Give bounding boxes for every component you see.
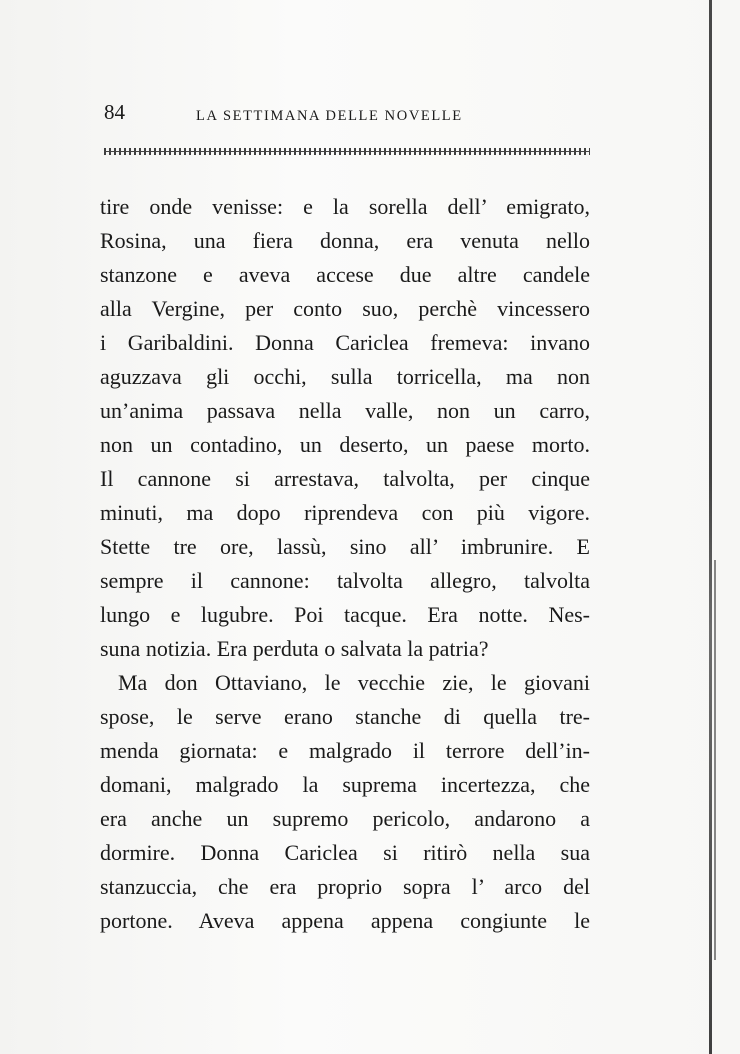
- decorative-rule: [104, 148, 590, 155]
- text-line: Rosina, una fiera donna, era venuta nello: [100, 228, 590, 253]
- page-edge-shadow: [709, 0, 712, 1054]
- text-line: non un contadino, un deserto, un paese morto.: [100, 432, 590, 457]
- text-line: Il cannone si arrestava, talvolta, per cinque: [100, 466, 590, 491]
- page-header: [104, 100, 594, 134]
- text-line: i Garibaldini. Donna Cariclea fremeva: invano: [100, 330, 590, 355]
- text-line: Stette tre ore, lassù, sino all’ imbrunire. E: [100, 534, 590, 559]
- text-line: lungo e lugubre. Poi tacque. Era notte. Nes-: [100, 602, 590, 627]
- text-line: tire onde venisse: e la sorella dell’ emigrato,: [100, 194, 590, 219]
- page-number: 84: [104, 100, 125, 124]
- body-text: [100, 190, 590, 938]
- running-title: LA SETTIMANA DELLE NOVELLE: [196, 108, 463, 124]
- text-line: alla Vergine, per conto suo, perchè vincessero: [100, 296, 590, 321]
- text-line: menda giornata: e malgrado il terrore dell’in-: [100, 738, 590, 763]
- paragraph-first-line: Ma don Ottaviano, le vecchie zie, le giovani: [118, 670, 590, 695]
- text-line: stanzone e aveva accese due altre candele: [100, 262, 590, 287]
- page-edge-shadow-secondary: [714, 560, 716, 960]
- text-line: dormire. Donna Cariclea si ritirò nella sua: [100, 840, 590, 865]
- text-line: un’anima passava nella valle, non un carro,: [100, 398, 590, 423]
- text-line: domani, malgrado la suprema incertezza, che: [100, 772, 590, 797]
- text-line: portone. Aveva appena appena congiunte le: [100, 908, 590, 933]
- text-line: minuti, ma dopo riprendeva con più vigore.: [100, 500, 590, 525]
- text-line: suna notizia. Era perduta o salvata la patria?: [100, 636, 489, 661]
- text-line: stanzuccia, che era proprio sopra l’ arco del: [100, 874, 590, 899]
- text-line: aguzzava gli occhi, sulla torricella, ma non: [100, 364, 590, 389]
- text-line: era anche un supremo pericolo, andarono a: [100, 806, 590, 831]
- text-line: sempre il cannone: talvolta allegro, talvolta: [100, 568, 590, 593]
- text-line: spose, le serve erano stanche di quella tre-: [100, 704, 590, 729]
